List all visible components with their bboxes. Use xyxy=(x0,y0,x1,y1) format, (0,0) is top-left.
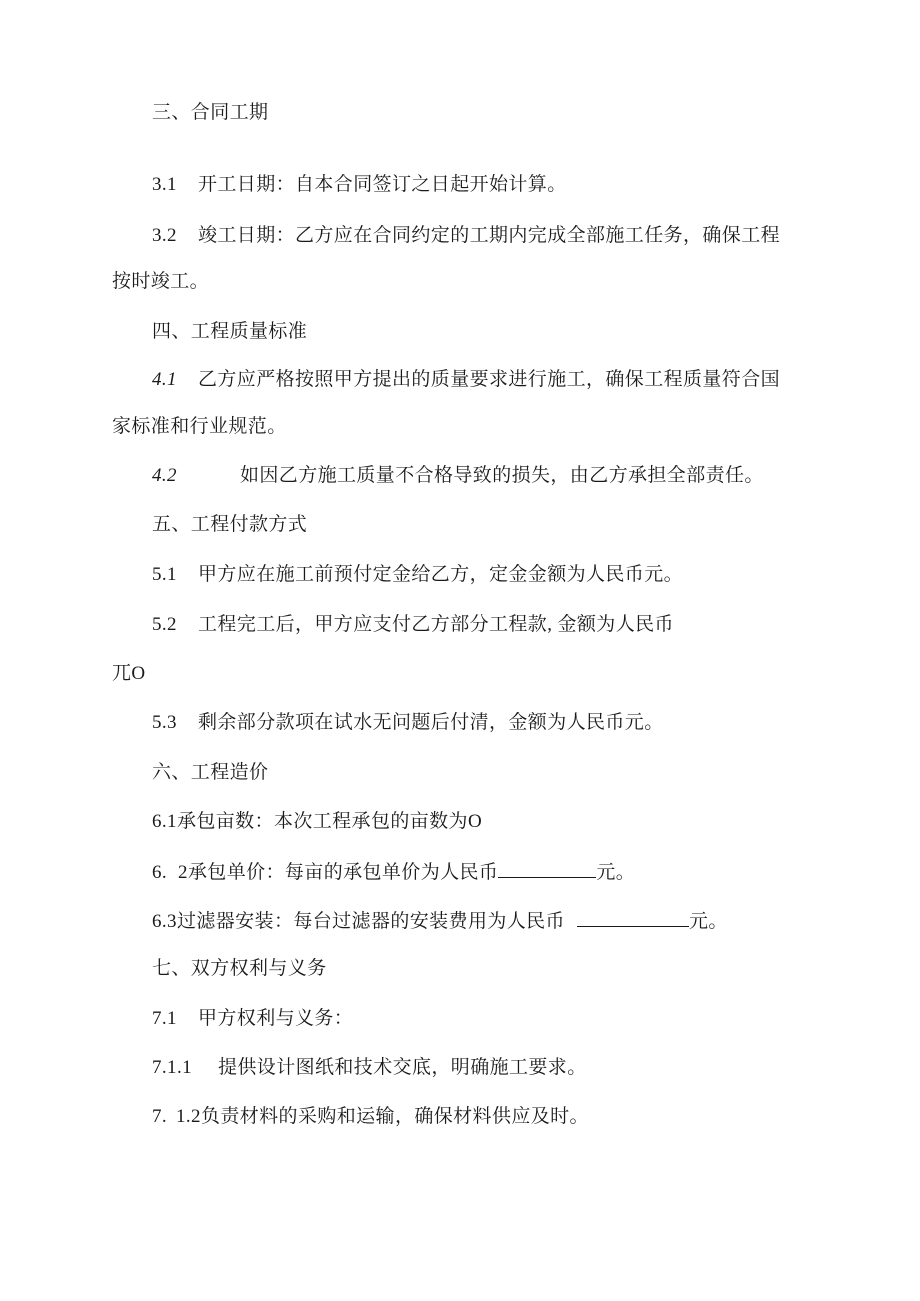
blank-underline xyxy=(498,859,596,878)
clause-number: 5.2 xyxy=(152,614,177,635)
section-4-heading: 四、工程质量标准 xyxy=(152,321,308,342)
clause-5-1 xyxy=(152,563,683,587)
clause-text: 开工日期：自本合同签订之日起开始计算。 xyxy=(198,174,567,195)
clause-text: 甲方应在施工前预付定金给乙方，定金金额为人民币元。 xyxy=(198,564,684,585)
clause-text: 提供设计图纸和技术交底，明确施工要求。 xyxy=(218,1057,587,1078)
clause-number: 5.3 xyxy=(152,712,177,733)
clause-number: 7.1 xyxy=(152,1008,177,1029)
clause-5-3 xyxy=(152,711,664,735)
clause-number: 4.1 xyxy=(152,369,177,390)
clause-number: 7.1.1 xyxy=(152,1057,192,1078)
section-6-heading: 六、工程造价 xyxy=(152,762,269,783)
clause-number: 3.2 xyxy=(152,225,177,246)
clause-text: 竣工日期：乙方应在合同约定的工期内完成全部施工任务，确保工程 xyxy=(198,225,781,246)
clause-text: 2承包单价：每亩的承包单价为人民币 xyxy=(178,862,499,883)
clause-6-2 xyxy=(152,859,635,885)
clause-7-1-1 xyxy=(152,1056,587,1080)
clause-text: 乙方应严格按照甲方提出的质量要求进行施工，确保工程质量符合国 xyxy=(198,369,781,390)
clause-suffix: 元。 xyxy=(596,862,636,883)
clause-number: 6. xyxy=(152,862,168,883)
clause-text: 剩余部分款项在试水无问题后付清，金额为人民币元。 xyxy=(198,712,664,733)
section-7-heading: 七、双方权利与义务 xyxy=(152,958,327,979)
blank-underline xyxy=(577,908,689,927)
clause-text: 如因乙方施工质量不合格导致的损失，由乙方承担全部责任。 xyxy=(240,465,764,486)
clause-text: 工程完工后，甲方应支付乙方部分工程款, 金额为人民币 xyxy=(198,614,674,635)
clause-6-3 xyxy=(152,908,728,934)
clause-3-1 xyxy=(152,173,567,197)
clause-3-2 xyxy=(152,224,780,248)
clause-number: 4.2 xyxy=(152,465,177,486)
clause-5-2-continuation: 兀O xyxy=(112,663,146,684)
clause-number: 5.1 xyxy=(152,564,177,585)
clause-text: 1.2负责材料的采购和运输，确保材料供应及时。 xyxy=(176,1106,589,1127)
clause-text: 甲方权利与义务： xyxy=(198,1008,354,1029)
clause-5-2 xyxy=(152,613,674,637)
clause-6-1: 6.1承包亩数：本次工程承包的亩数为O xyxy=(152,811,483,832)
clause-7-1-2 xyxy=(152,1105,589,1129)
clause-3-2-continuation: 按时竣工。 xyxy=(112,271,210,292)
section-5-heading: 五、工程付款方式 xyxy=(152,514,308,535)
clause-4-1 xyxy=(152,368,780,392)
clause-number: 3.1 xyxy=(152,174,177,195)
clause-7-1 xyxy=(152,1007,353,1031)
clause-4-1-continuation: 家标准和行业规范。 xyxy=(112,416,287,437)
clause-4-2 xyxy=(152,464,764,488)
section-3-heading: 三、合同工期 xyxy=(152,102,269,123)
clause-number: 7. xyxy=(152,1106,168,1127)
clause-text: 6.3过滤器安装：每台过滤器的安装费用为人民币 xyxy=(152,911,565,932)
clause-suffix: 元。 xyxy=(688,911,728,932)
